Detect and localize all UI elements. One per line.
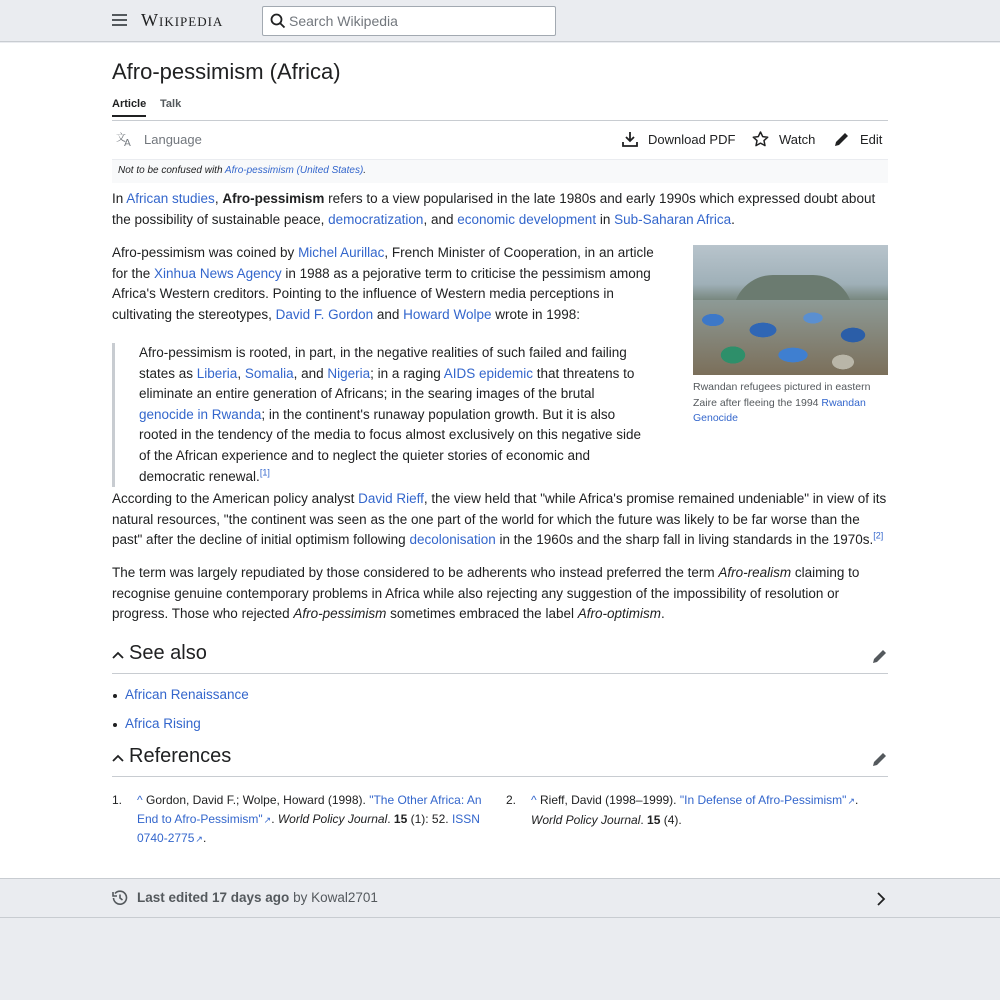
section-heading[interactable]: References <box>129 745 232 767</box>
reference-text <box>137 791 482 849</box>
reference-title-link[interactable]: "In Defense of Afro-Pessimism" <box>679 793 847 807</box>
link-david-gordon[interactable]: David F. Gordon <box>275 306 374 322</box>
text: . <box>271 811 278 826</box>
caption-text: Rwandan refugees pictured in eastern Zaire after fleeing the 1994 <box>693 381 871 409</box>
text: claiming to recognise genuine contemporary problems in Africa while also rejecting any suggestion of the impossibility of resolution or progress. Those who rejected <box>112 565 860 622</box>
tab-article[interactable]: Article <box>112 98 146 117</box>
pencil-icon[interactable] <box>872 648 888 664</box>
hamburger-icon-bar <box>112 19 127 21</box>
download-icon <box>622 131 638 147</box>
link-xinhua[interactable]: Xinhua News Agency <box>154 265 282 281</box>
star-icon <box>752 131 769 147</box>
external-link-icon: ↗ <box>847 796 855 806</box>
journal-name: World Policy Journal <box>277 811 388 826</box>
link-rwandan-genocide[interactable]: Rwandan Genocide <box>693 396 866 424</box>
italic-term: Afro-pessimism <box>293 606 387 622</box>
page-toolbar <box>112 127 888 159</box>
blockquote <box>112 343 652 487</box>
text: Afro-pessimism was coined by <box>112 245 299 260</box>
search-box[interactable] <box>262 6 556 36</box>
link-africa-rising[interactable]: Africa Rising <box>125 716 201 731</box>
chevron-up-icon[interactable] <box>112 650 124 660</box>
text: In <box>112 191 127 206</box>
external-link-icon: ↗ <box>195 834 203 844</box>
external-link-icon: ↗ <box>263 814 272 825</box>
hatnote <box>112 159 888 183</box>
watch-button[interactable] <box>752 131 815 147</box>
link-african-renaissance[interactable]: African Renaissance <box>125 687 249 702</box>
link-sub-saharan-africa[interactable]: Sub-Saharan Africa <box>614 211 732 227</box>
pencil-icon[interactable] <box>872 751 888 767</box>
text: and <box>373 306 404 322</box>
link-howard-wolpe[interactable]: Howard Wolpe <box>403 306 492 322</box>
italic-term: Afro-realism <box>718 565 792 580</box>
text: sometimes embraced the label <box>386 606 578 622</box>
main-menu-button[interactable] <box>110 11 130 31</box>
text: The term was largely repudiated by those considered to be adherents who instead preferred the term <box>112 565 719 580</box>
link-nigeria[interactable]: Nigeria <box>327 365 371 381</box>
text: . <box>202 831 207 845</box>
figure-caption <box>693 380 888 427</box>
link-aids-epidemic[interactable]: AIDS epidemic <box>443 365 534 381</box>
issn-link[interactable]: ISSN 0740-2775 <box>137 811 480 845</box>
chevron-right-icon[interactable] <box>876 892 886 906</box>
bold-term: Afro-pessimism <box>222 191 325 206</box>
reference-title-link[interactable]: "The Other Africa: An End to Afro-Pessimism" <box>137 793 482 826</box>
last-edited-bar[interactable] <box>0 878 1000 918</box>
link-somalia[interactable]: Somalia <box>244 365 294 381</box>
paragraph-intro <box>112 189 888 230</box>
text: . <box>387 811 394 826</box>
text: refers to a view popularised in the late 1980s and early 1990s which expressed doubt about the possibility of sustainable peace, <box>112 191 876 227</box>
section-see-also <box>112 640 888 674</box>
page-title: Afro-pessimism (Africa) <box>112 59 341 84</box>
download-pdf-button[interactable] <box>622 131 735 147</box>
hatnote-link[interactable]: Afro-pessimism (United States) <box>224 165 364 176</box>
text: that threatens to eliminate an entire generation of Africans; in the searing images of the brutal <box>139 365 635 402</box>
citation-1[interactable]: [1] <box>259 467 270 478</box>
see-also-list <box>112 687 249 745</box>
search-input[interactable] <box>289 8 549 34</box>
text: in <box>596 211 615 227</box>
link-economic-development[interactable]: economic development <box>457 211 597 227</box>
tab-talk[interactable]: Talk <box>160 98 182 110</box>
citation-2[interactable]: [2] <box>873 530 884 541</box>
text: . <box>640 812 648 827</box>
text: , <box>214 191 223 206</box>
reference-number: 2. <box>506 793 517 807</box>
link-david-rieff[interactable]: David Rieff <box>358 491 424 506</box>
text: , <box>237 365 245 381</box>
paragraph-rieff <box>112 489 888 551</box>
chevron-up-icon[interactable] <box>112 753 124 763</box>
journal-name: World Policy Journal <box>531 812 641 827</box>
link-michel-aurillac[interactable]: Michel Aurillac <box>298 245 385 260</box>
edit-button[interactable] <box>834 131 882 147</box>
link-african-studies[interactable]: African studies <box>126 191 215 206</box>
text: . <box>854 793 859 807</box>
edit-label: Edit <box>860 131 883 147</box>
text: by <box>289 890 312 905</box>
logo-text: Wikipedia <box>141 10 224 30</box>
hamburger-icon <box>112 14 127 16</box>
link-democratization[interactable]: democratization <box>328 211 424 227</box>
photo-tents <box>693 300 888 375</box>
list-item <box>112 687 249 716</box>
section-references <box>112 743 888 777</box>
paragraph-origin <box>112 243 672 325</box>
history-icon <box>112 890 128 906</box>
section-heading[interactable]: See also <box>129 642 207 664</box>
backlink-caret[interactable]: ^ <box>531 793 537 807</box>
site-header <box>0 0 1000 42</box>
article-page <box>0 43 1000 878</box>
search-icon <box>270 13 286 29</box>
language-icon <box>116 131 134 147</box>
figure <box>693 245 888 427</box>
text: , the view held that "while Africa's promise remained undeniable" in view of its natural resources, "the continent was seen as the one part of the world for which the future was likely to be far worse than the past" after the decline of initial optimism following <box>112 491 887 548</box>
text: . <box>731 211 735 227</box>
text: . <box>660 606 665 622</box>
text: in 1988 as a pejorative term to criticise the pessimism among Africa's Western creditors. Pointing to the influence of Western media perceptions in cultivating the stereotypes, <box>112 265 651 322</box>
last-edited-time: Last edited 17 days ago <box>137 890 290 905</box>
volume: 15 <box>393 811 408 826</box>
reference-text <box>531 791 888 829</box>
list-item <box>112 716 249 745</box>
last-edited-text <box>137 890 378 905</box>
reference-number: 1. <box>112 793 123 807</box>
language-button[interactable] <box>116 131 202 147</box>
hamburger-icon-bar <box>112 24 127 26</box>
text: Afro-pessimism is rooted, in part, in the negative realities of such failed and failing states as <box>139 345 627 381</box>
watch-label: Watch <box>779 131 816 147</box>
page-tabs <box>112 98 888 121</box>
text: Gordon, David F.; Wolpe, Howard (1998). <box>145 793 370 807</box>
svg-text:文: 文 <box>116 133 126 144</box>
wikipedia-logo[interactable] <box>141 10 223 31</box>
text: , and <box>293 365 328 381</box>
text: Rieff, David (1998–1999). <box>539 793 680 807</box>
paragraph-repudiated <box>112 563 888 625</box>
text: ; in the continent's runaway population growth. But it is also rooted in the tendency of the media to focus almost exclusively on this negative side of the African experience and to neglect the quieter stories of economic and democratic renewal. <box>139 406 642 484</box>
refugee-camp-image[interactable] <box>693 245 888 375</box>
backlink-caret[interactable]: ^ <box>137 793 143 807</box>
text: According to the American policy analyst <box>112 491 359 506</box>
hatnote-text: Not to be confused with <box>118 165 225 176</box>
text: , French Minister of Cooperation, in an article for the <box>112 245 654 281</box>
text: wrote in 1998: <box>491 306 581 322</box>
download-pdf-label: Download PDF <box>648 131 736 147</box>
text: , and <box>423 211 458 227</box>
text: ; in a raging <box>370 365 444 381</box>
text: (4). <box>660 812 682 827</box>
link-genocide-rwanda[interactable]: genocide in Rwanda <box>139 406 262 422</box>
editor-user-link[interactable]: Kowal2701 <box>311 890 378 905</box>
pencil-icon <box>834 131 850 147</box>
text: in the 1960s and the sharp fall in living standards in the 1970s. <box>495 532 874 548</box>
language-label: Language <box>144 131 202 147</box>
svg-text:A: A <box>124 138 131 147</box>
link-decolonisation[interactable]: decolonisation <box>409 532 496 548</box>
volume: 15 <box>647 812 661 827</box>
italic-term: Afro-optimism <box>577 606 661 622</box>
link-liberia[interactable]: Liberia <box>196 365 238 381</box>
hatnote-end: . <box>363 165 367 176</box>
text: (1): 52. <box>407 811 452 826</box>
